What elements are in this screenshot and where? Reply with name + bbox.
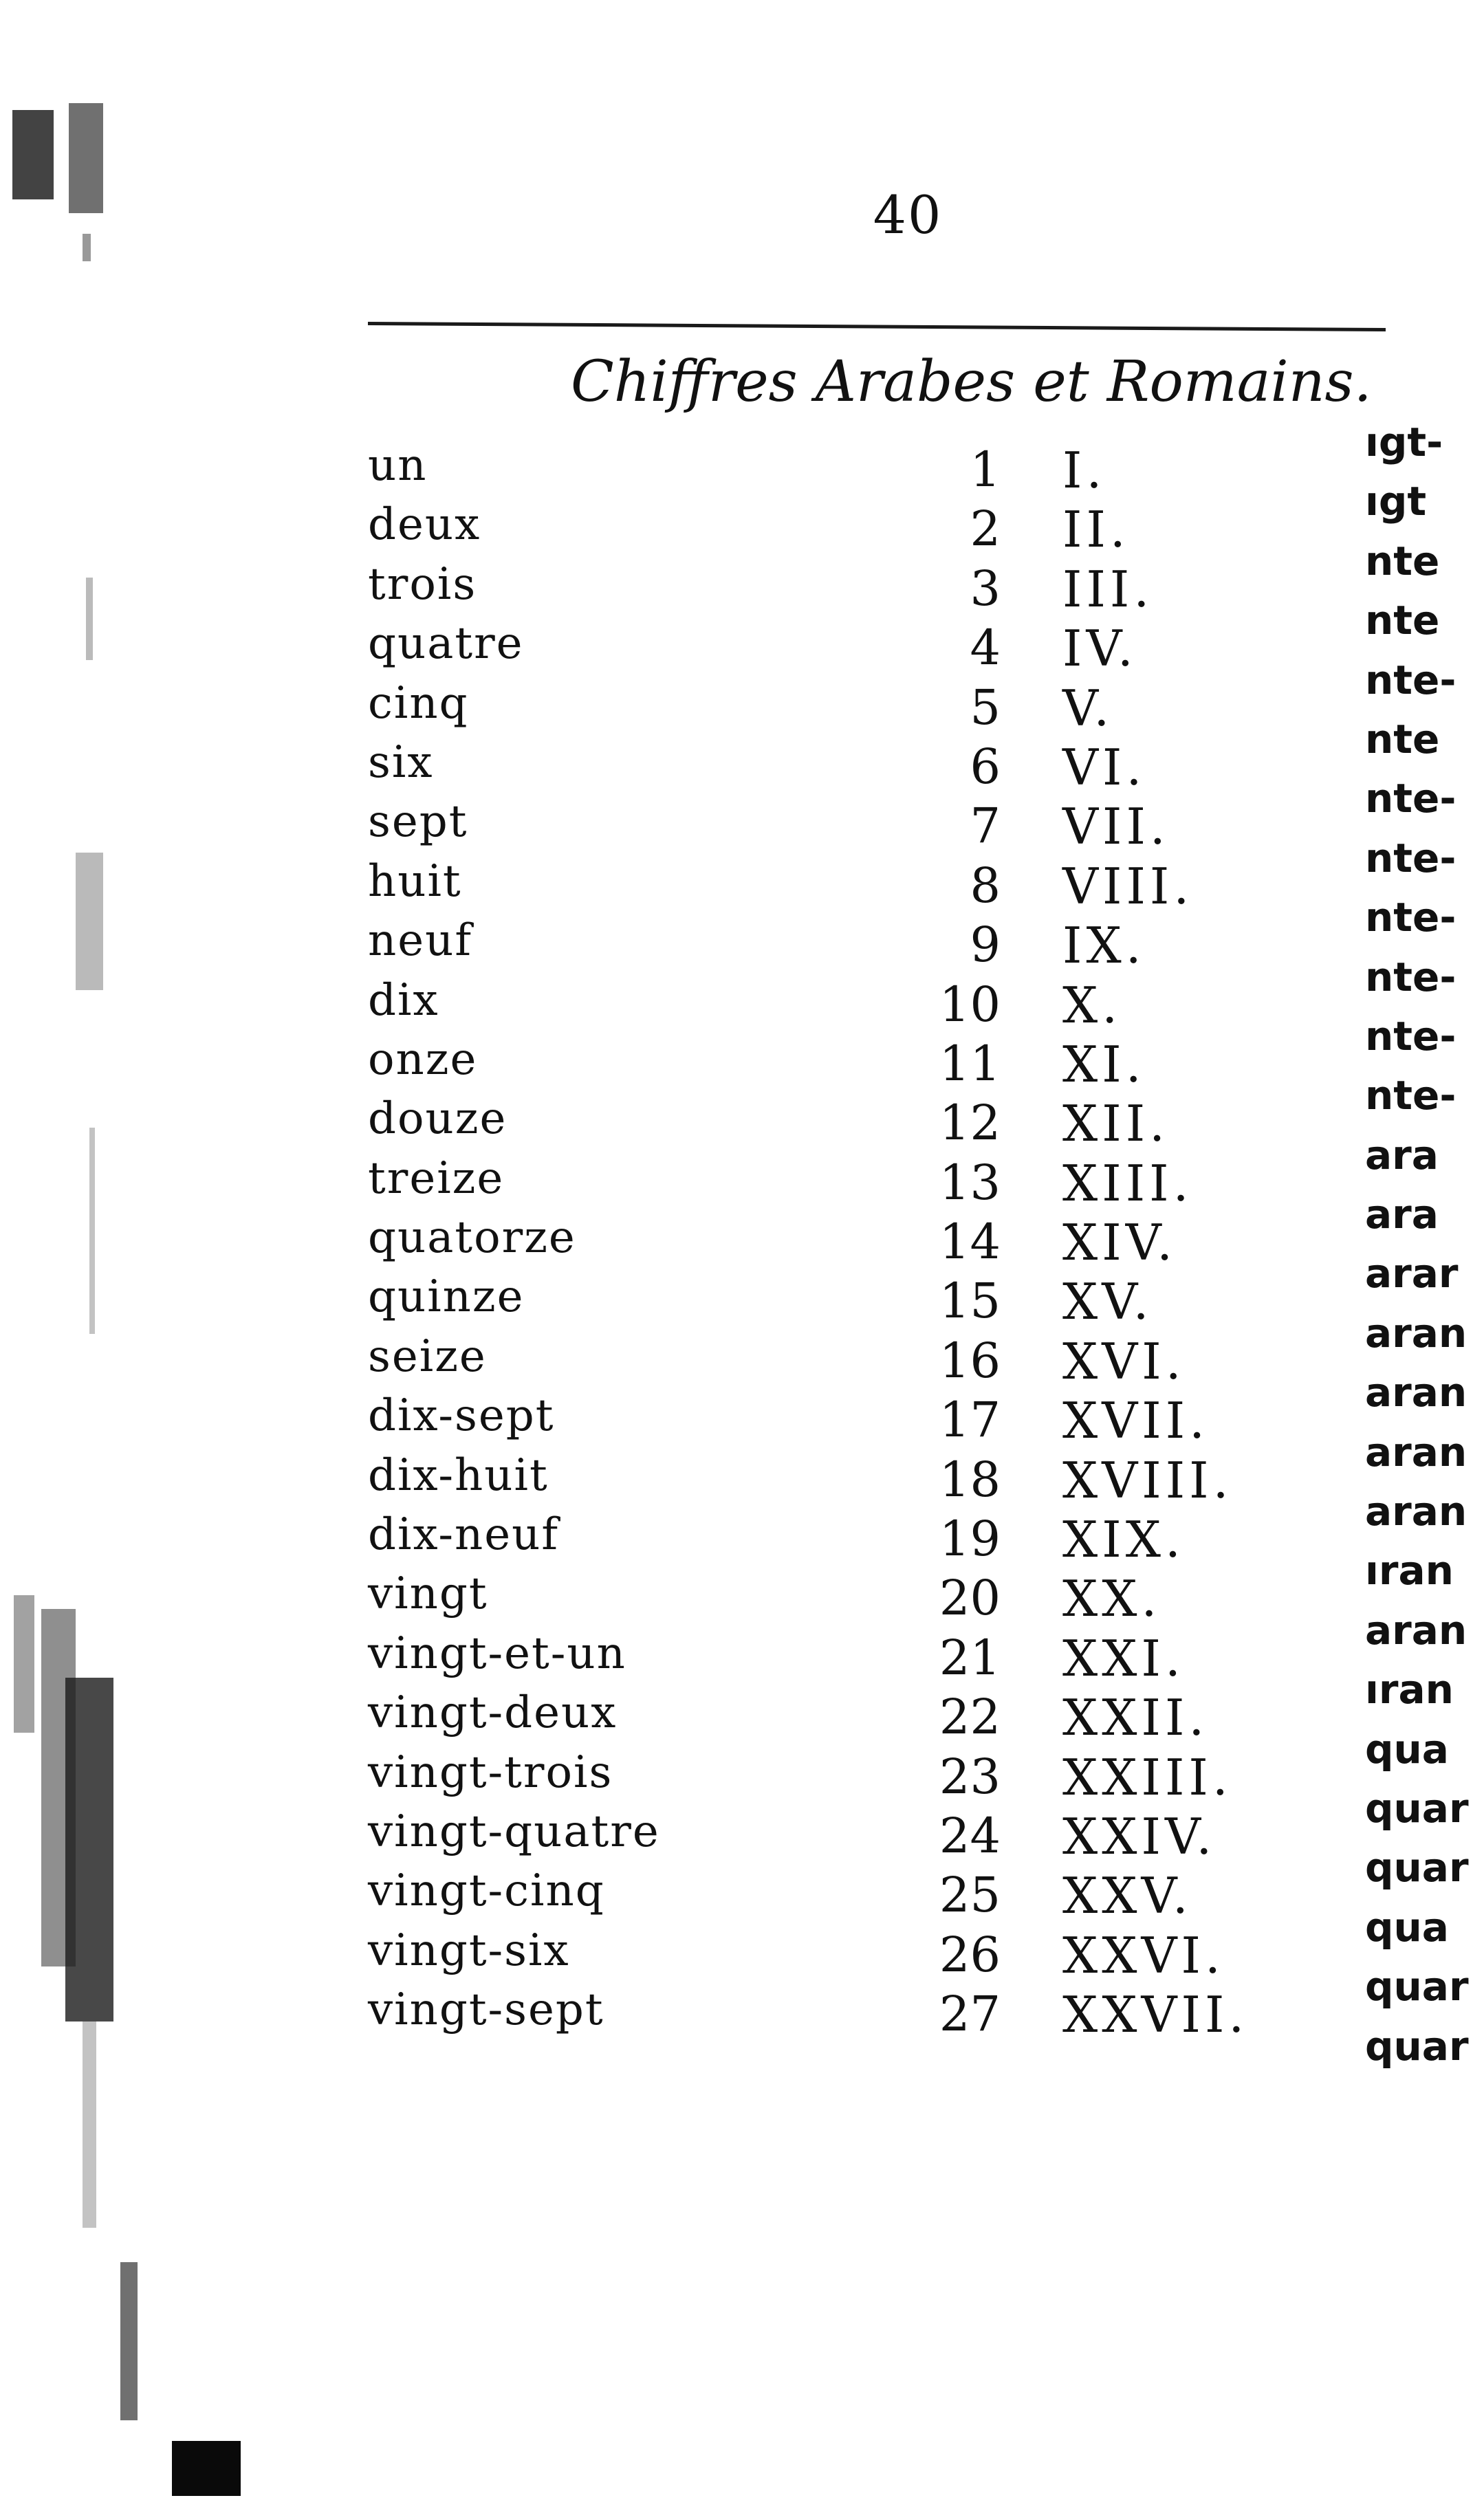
table-row: [368, 1628, 1331, 1687]
roman-numeral: XX.: [1062, 1570, 1161, 1628]
number-word: vingt-cinq: [368, 1865, 605, 1917]
adjacent-page-fragment: aran: [1365, 1606, 1467, 1654]
number-word: vingt-quatre: [368, 1806, 660, 1857]
number-word: douze: [368, 1093, 508, 1145]
adjacent-page-fragment: nte: [1365, 715, 1440, 763]
roman-numeral: XII.: [1062, 1095, 1170, 1153]
roman-numeral: XI.: [1062, 1035, 1146, 1093]
page-heading: Chiffres Arabes et Romains.: [571, 349, 1372, 415]
arabic-numeral: 11: [939, 1035, 1001, 1092]
roman-numeral: VII.: [1062, 798, 1170, 856]
header-rule: [368, 322, 1386, 331]
number-word: seize: [368, 1330, 487, 1382]
arabic-numeral: 6: [970, 738, 1001, 795]
arabic-numeral: 19: [939, 1511, 1001, 1568]
adjacent-page-fragment: nte-: [1365, 1072, 1456, 1119]
scan-edge-noise: [0, 96, 179, 2448]
page-number: 40: [873, 184, 943, 245]
adjacent-page-fragment: qua: [1365, 1903, 1449, 1951]
adjacent-page-fragment: quar: [1365, 1844, 1469, 1892]
table-row: [368, 1509, 1331, 1568]
number-word: quatre: [368, 618, 524, 670]
arabic-numeral: 22: [939, 1689, 1001, 1746]
number-word: dix-sept: [368, 1390, 555, 1442]
table-row: [368, 499, 1331, 558]
adjacent-page-fragment: nte-: [1365, 656, 1456, 703]
table-row: [368, 1271, 1331, 1330]
roman-numeral: XIV.: [1062, 1214, 1177, 1272]
adjacent-page-fragment: quar: [1365, 2022, 1469, 2070]
adjacent-page-fragment: ıran: [1365, 1666, 1454, 1713]
adjacent-page-fragment: nte-: [1365, 953, 1456, 1000]
arabic-numeral: 26: [939, 1926, 1001, 1983]
table-row: [368, 1212, 1331, 1271]
number-word: quinze: [368, 1271, 525, 1323]
scan-corner-mark: [172, 2441, 241, 2496]
arabic-numeral: 8: [970, 857, 1001, 914]
arabic-numeral: 14: [939, 1214, 1001, 1271]
scan-noise-graphic: [0, 96, 179, 2448]
roman-numeral: XIX.: [1062, 1511, 1185, 1569]
roman-numeral: XVI.: [1062, 1332, 1186, 1390]
roman-numeral: VIII.: [1062, 857, 1194, 915]
number-word: vingt-trois: [368, 1746, 613, 1798]
number-word: neuf: [368, 915, 472, 967]
number-word: huit: [368, 855, 462, 907]
adjacent-page-fragment: ıran: [1365, 1547, 1454, 1595]
table-row: [368, 737, 1331, 796]
roman-numeral: II.: [1062, 501, 1130, 559]
adjacent-page-fragment: ara: [1365, 1131, 1439, 1179]
adjacent-page-fragment: ıgt: [1365, 478, 1427, 525]
number-word: sept: [368, 796, 468, 848]
number-word: vingt-et-un: [368, 1628, 626, 1679]
table-row: [368, 1747, 1331, 1806]
number-word: vingt-six: [368, 1925, 570, 1976]
arabic-numeral: 27: [939, 1986, 1001, 2043]
arabic-numeral: 2: [970, 501, 1001, 558]
adjacent-page-fragment: aran: [1365, 1428, 1467, 1476]
table-row: [368, 440, 1331, 499]
adjacent-page-fragment: qua: [1365, 1725, 1449, 1773]
roman-numeral: IX.: [1062, 917, 1146, 975]
number-word: vingt-sept: [368, 1984, 604, 2036]
adjacent-page-fragment: ara: [1365, 1191, 1439, 1238]
adjacent-page-fragment: nte: [1365, 597, 1440, 644]
table-row: [368, 1390, 1331, 1449]
table-row: [368, 1925, 1331, 1984]
number-word: onze: [368, 1033, 478, 1085]
arabic-numeral: 10: [939, 976, 1001, 1033]
table-row: [368, 856, 1331, 915]
roman-numeral: XXII.: [1062, 1689, 1209, 1747]
number-word: dix-huit: [368, 1449, 549, 1501]
arabic-numeral: 18: [939, 1451, 1001, 1508]
arabic-numeral: 24: [939, 1807, 1001, 1864]
table-row: [368, 618, 1331, 677]
table-row: [368, 975, 1331, 1034]
roman-numeral: XVII.: [1062, 1392, 1210, 1450]
table-row: [368, 915, 1331, 974]
number-word: dix-neuf: [368, 1509, 560, 1561]
roman-numeral: XXVII.: [1062, 1986, 1249, 2044]
roman-numeral: X.: [1062, 976, 1122, 1034]
roman-numeral: VI.: [1062, 738, 1146, 796]
arabic-numeral: 25: [939, 1867, 1001, 1924]
table-row: [368, 796, 1331, 855]
roman-numeral: XXV.: [1062, 1867, 1192, 1925]
roman-numeral: XXVI.: [1062, 1926, 1225, 1984]
table-row: [368, 1034, 1331, 1093]
table-row: [368, 1865, 1331, 1925]
table-row: [368, 678, 1331, 737]
roman-numeral: XIII.: [1062, 1154, 1193, 1212]
adjacent-page-fragment: nte: [1365, 537, 1440, 584]
adjacent-page-edge: [1365, 413, 1473, 2076]
arabic-numeral: 15: [939, 1273, 1001, 1330]
arabic-numeral: 1: [970, 441, 1001, 498]
number-word: cinq: [368, 677, 469, 729]
roman-numeral: III.: [1062, 560, 1154, 618]
arabic-numeral: 20: [939, 1570, 1001, 1627]
arabic-numeral: 9: [970, 917, 1001, 974]
number-word: deux: [368, 499, 481, 551]
arabic-numeral: 7: [970, 798, 1001, 855]
roman-numeral: IV.: [1062, 620, 1137, 678]
roman-numeral: XVIII.: [1062, 1451, 1233, 1509]
adjacent-page-fragment: aran: [1365, 1309, 1467, 1357]
arabic-numeral: 5: [970, 679, 1001, 736]
arabic-numeral: 3: [970, 560, 1001, 617]
arabic-numeral: 23: [939, 1748, 1001, 1805]
table-row: [368, 1331, 1331, 1390]
roman-numeral: I.: [1062, 441, 1106, 499]
arabic-numeral: 12: [939, 1095, 1001, 1152]
table-row: [368, 559, 1331, 618]
arabic-numeral: 13: [939, 1154, 1001, 1211]
adjacent-page-fragment: quar: [1365, 1784, 1469, 1832]
number-word: dix: [368, 974, 439, 1026]
arabic-numeral: 4: [970, 620, 1001, 677]
adjacent-page-fragment: arar: [1365, 1250, 1459, 1297]
adjacent-page-fragment: aran: [1365, 1488, 1467, 1535]
roman-numeral: XXIV.: [1062, 1807, 1216, 1865]
adjacent-page-fragment: nte-: [1365, 1012, 1456, 1060]
table-row: [368, 1806, 1331, 1865]
table-row: [368, 1984, 1331, 2044]
table-row: [368, 1093, 1331, 1152]
roman-numeral: XV.: [1062, 1273, 1153, 1331]
adjacent-page-fragment: ıgt-: [1365, 419, 1443, 465]
number-word: vingt-deux: [368, 1687, 618, 1739]
number-word: vingt: [368, 1568, 488, 1620]
table-row: [368, 1450, 1331, 1509]
number-word: six: [368, 736, 434, 788]
number-word: quatorze: [368, 1212, 576, 1264]
table-row: [368, 1687, 1331, 1746]
number-word: un: [368, 440, 428, 491]
adjacent-page-fragment: nte-: [1365, 834, 1456, 881]
adjacent-page-fragment: nte-: [1365, 894, 1456, 941]
numbers-table: [368, 440, 1331, 2044]
number-word: trois: [368, 558, 477, 610]
arabic-numeral: 16: [939, 1332, 1001, 1389]
roman-numeral: XXIII.: [1062, 1748, 1232, 1806]
adjacent-page-fragment: aran: [1365, 1369, 1467, 1416]
arabic-numeral: 17: [939, 1392, 1001, 1449]
roman-numeral: XXI.: [1062, 1629, 1185, 1687]
adjacent-page-fragment: quar: [1365, 1963, 1469, 2010]
table-row: [368, 1568, 1331, 1628]
arabic-numeral: 21: [939, 1629, 1001, 1686]
roman-numeral: V.: [1062, 679, 1114, 737]
adjacent-page-fragment: nte-: [1365, 775, 1456, 822]
number-word: treize: [368, 1152, 505, 1204]
table-row: [368, 1153, 1331, 1212]
